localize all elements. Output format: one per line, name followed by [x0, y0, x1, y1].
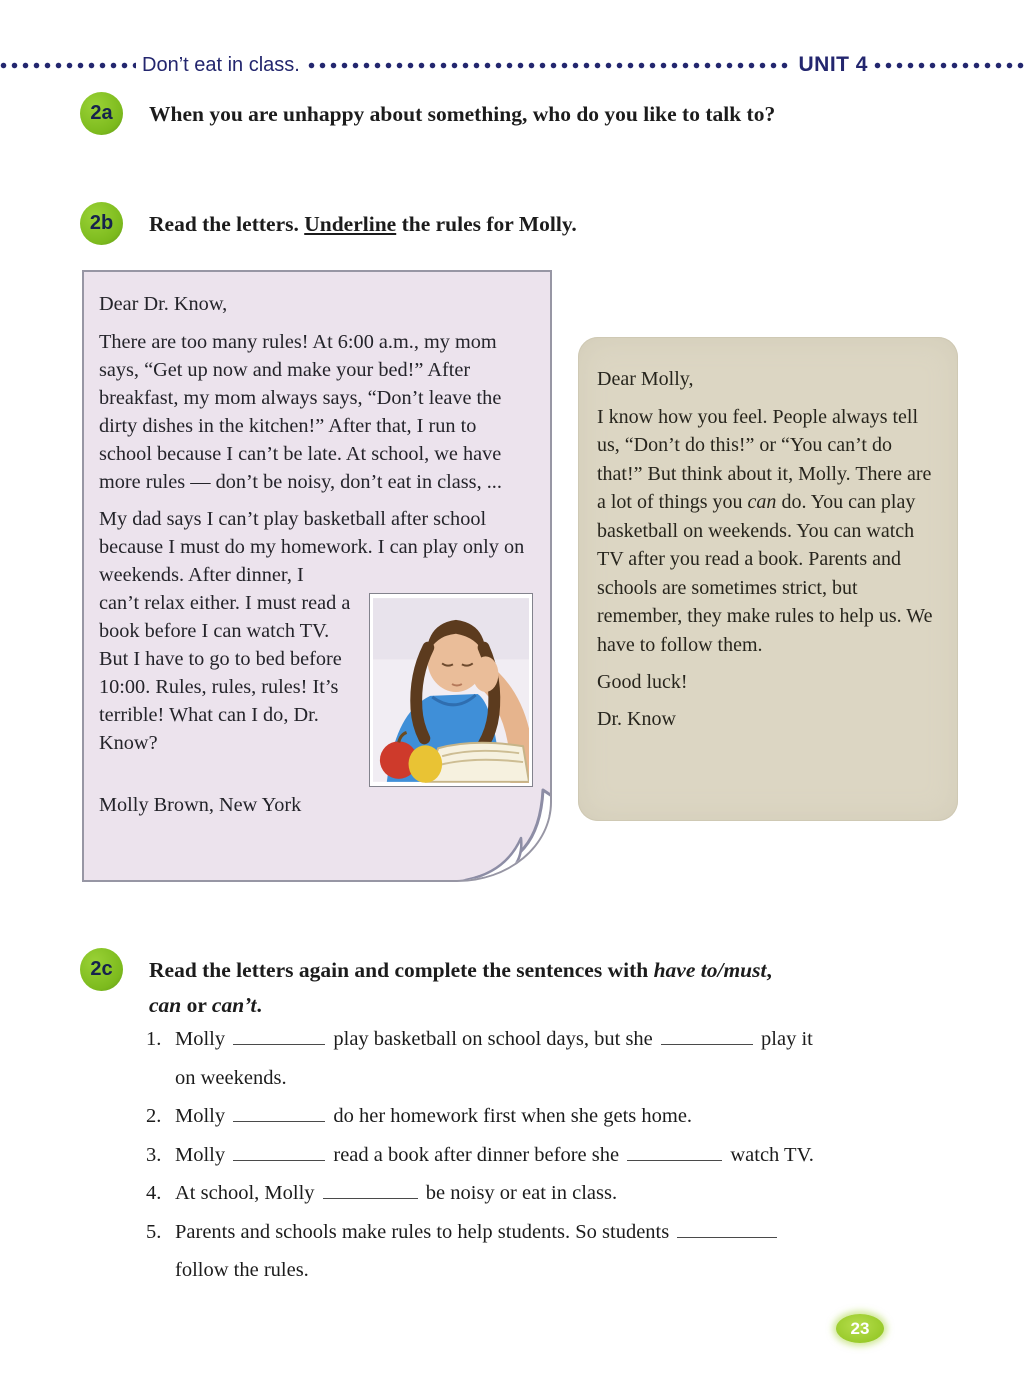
dotted-leader-middle	[308, 62, 793, 69]
letter-salutation: Dear Molly,	[597, 368, 694, 390]
unit-label: UNIT 4	[798, 53, 868, 76]
answer-blank[interactable]	[233, 1101, 325, 1123]
text-run: the rules for Molly.	[396, 212, 577, 236]
text-run: do. You can play basketball on weekends. You can watch TV after you read a book. Parents and schools are sometimes strict, but remember, they make rules to help us. We have to follow them.	[597, 491, 933, 656]
girl-reading-photo	[369, 593, 533, 787]
answer-blank[interactable]	[627, 1139, 722, 1161]
text-run: can	[747, 491, 777, 513]
text-run: read a book after dinner before she	[328, 1143, 625, 1166]
text-run: have to/must	[653, 958, 767, 982]
letter-signature: Dr. Know	[597, 707, 676, 730]
answer-blank[interactable]	[233, 1139, 325, 1161]
section-2a-title: When you are unhappy about something, who do you like to talk to?	[149, 102, 776, 126]
text-run: can’t	[211, 993, 257, 1017]
lesson-title: Don’t eat in class.	[142, 53, 300, 76]
section-2a	[80, 92, 964, 135]
text-run: play it	[755, 1028, 813, 1050]
exercise-item	[146, 1136, 972, 1175]
letter-from-molly	[82, 270, 552, 882]
text-run: .	[256, 993, 262, 1017]
text-run: can	[149, 993, 182, 1017]
page-number-badge: 23	[836, 1314, 884, 1343]
letter-paragraph: My dad says I can’t play basketball after school because I must do my homework. I can play only on weekends. After dinner, I	[99, 508, 525, 586]
answer-blank[interactable]	[661, 1024, 753, 1046]
item-number: 3.	[146, 1143, 162, 1166]
item-sentence	[175, 1136, 972, 1175]
letter-signature: Molly Brown, New York	[99, 794, 302, 816]
text-run: I know how you feel. People always tell us, “Don’t do this!” or “You can’t do that!” But think about it, Molly. There are a lot of things you	[597, 405, 932, 513]
item-sentence	[175, 1213, 972, 1290]
text-run: on weekends.	[175, 1066, 287, 1089]
text-run: Read the letters.	[149, 212, 305, 236]
text-run: Molly	[175, 1143, 231, 1166]
exercise-item	[146, 1020, 972, 1097]
text-run: At school, Molly	[175, 1182, 320, 1204]
text-run: or	[181, 993, 212, 1017]
exercise-item	[146, 1097, 972, 1136]
girl-reading-book-illustration	[373, 597, 529, 783]
text-run: Underline	[304, 212, 397, 236]
item-number: 2.	[146, 1105, 162, 1127]
badge-2a: 2a	[80, 92, 123, 135]
text-run: Parents and schools make rules to help students. So students	[175, 1220, 675, 1243]
text-run: Read the letters again and complete the sentences with	[149, 958, 654, 982]
page-header	[0, 52, 1024, 78]
dotted-leader-right	[874, 62, 1024, 69]
letter-body	[597, 403, 934, 660]
section-2c-title	[149, 948, 772, 1023]
answer-blank[interactable]	[233, 1024, 325, 1046]
text-run: play basketball on school days, but she	[328, 1028, 658, 1050]
exercise-item	[146, 1213, 972, 1290]
exercise-sentence-list	[146, 1020, 972, 1290]
item-number: 4.	[146, 1182, 162, 1204]
letter-closing: Good luck!	[597, 671, 688, 693]
letter-paragraph-with-photo	[99, 589, 533, 757]
text-run: watch TV.	[725, 1143, 814, 1166]
exercise-item	[146, 1174, 972, 1213]
badge-2c: 2c	[80, 948, 123, 991]
section-2b	[80, 202, 964, 245]
item-number: 5.	[146, 1220, 162, 1243]
text-run: be noisy or eat in class.	[420, 1182, 618, 1204]
text-run: do her homework first when she gets home.	[328, 1105, 693, 1127]
item-number: 1.	[146, 1028, 162, 1050]
item-sentence	[175, 1097, 972, 1136]
letter-salutation: Dear Dr. Know,	[99, 293, 228, 315]
item-sentence	[175, 1174, 972, 1213]
dotted-leader-left	[0, 62, 136, 69]
answer-blank[interactable]	[323, 1178, 418, 1200]
text-run: follow the rules.	[175, 1259, 309, 1281]
item-sentence	[175, 1020, 972, 1097]
text-run: ,	[766, 958, 772, 982]
letter-from-dr-know	[578, 337, 958, 821]
letter-paragraph: can’t relax either. I must read a book before I can watch TV. But I have to go to bed before 10:00. Rules, rules, rules! It’s terrible! What can I do, Dr. Know?	[99, 592, 351, 754]
letter-paragraph: There are too many rules! At 6:00 a.m., my mom says, “Get up now and make your bed!” After breakfast, my mom always says, “Don’t leave the dirty dishes in the kitchen!” After that, I run to school because I can’t be late. At school, we have more rules — don’t be noisy, don’t eat in class, ...	[99, 331, 502, 493]
answer-blank[interactable]	[677, 1216, 777, 1238]
section-2b-title	[149, 202, 577, 242]
text-run: Molly	[175, 1105, 231, 1127]
section-2c	[80, 948, 914, 1023]
badge-2b: 2b	[80, 202, 123, 245]
text-run: Molly	[175, 1028, 231, 1050]
